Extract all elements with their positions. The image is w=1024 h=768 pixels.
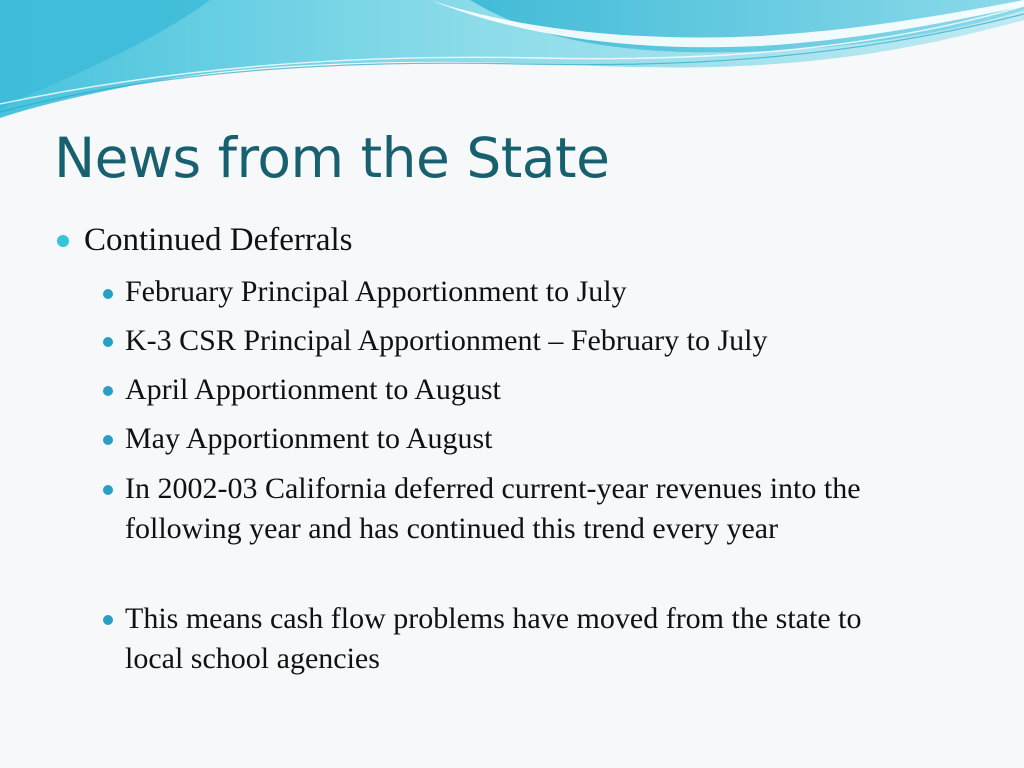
level1-item: Continued Deferrals [84,222,353,258]
bullet-icon [103,386,113,396]
sub-bullet-text: This means cash flow problems have moved from the state to local school agencies [125,602,862,675]
sub-bullet-text: February Principal Apportionment to July [125,275,627,308]
bullet-icon [103,435,113,445]
sub-bullet-text: April Apportionment to August [125,373,501,406]
bullet-icon [103,337,113,347]
bullet-icon [103,485,113,495]
bullet-icon [103,289,113,299]
bullet-icon [103,615,113,625]
sub-bullet-text: In 2002-03 California deferred current-year revenues into the following year and has continued this trend every year [125,472,861,545]
slide-title: News from the State [54,126,610,190]
bullet-icon [57,235,69,247]
sub-bullet-text: K-3 CSR Principal Apportionment – February to July [125,324,768,357]
header-wave-decoration [0,0,1024,130]
sub-bullet-text: May Apportionment to August [125,422,493,455]
